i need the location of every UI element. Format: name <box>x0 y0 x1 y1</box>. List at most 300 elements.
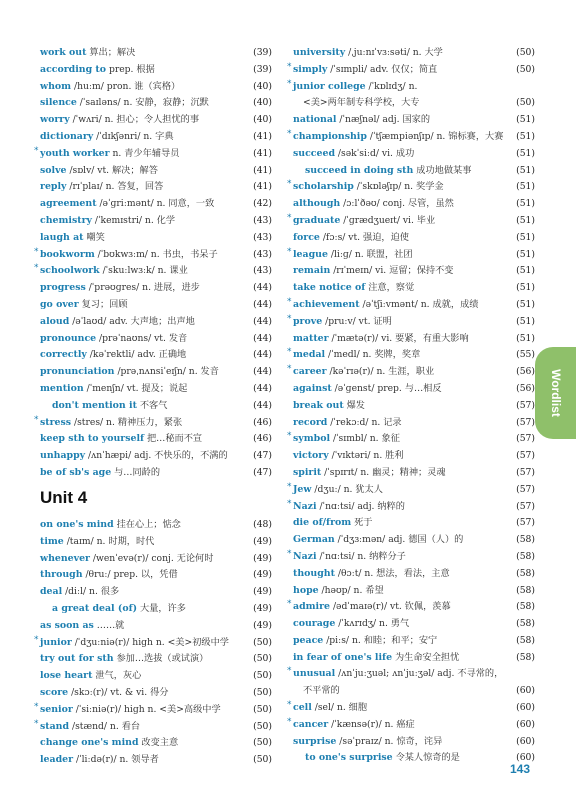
page-reference: (49) <box>253 602 272 614</box>
definition: /ˈmenʃn/ vt. 提及；说起 <box>86 382 188 394</box>
wordlist-entry <box>34 414 272 432</box>
wordlist-entry <box>34 246 272 264</box>
page-reference: (40) <box>253 80 272 92</box>
page-reference: (50) <box>253 686 272 698</box>
definition: /ˈsɪmbl/ n. 象征 <box>332 433 400 445</box>
page-reference: (50) <box>253 653 272 665</box>
wordlist-entry <box>40 297 272 314</box>
definition: /həʊp/ n. 希望 <box>321 584 384 596</box>
headword: remain <box>293 265 331 277</box>
page-reference: (58) <box>516 618 535 630</box>
definition: /əˈɡriːmənt/ n. 同意，一致 <box>99 198 215 210</box>
star-marker: * <box>287 700 292 711</box>
headword: pronounce <box>40 332 97 344</box>
wordlist-entry <box>287 548 535 566</box>
headword: achievement <box>293 298 360 310</box>
headword: Jew <box>293 483 312 495</box>
headword: progress <box>40 282 86 294</box>
definition: 爆发 <box>346 399 365 411</box>
definition: /ˈnæʃnəl/ adj. 国家的 <box>339 114 431 126</box>
definition: /θɔːt/ n. 想法，看法，主意 <box>337 567 450 579</box>
headword: be of sb's age <box>40 466 112 478</box>
page-reference: (42) <box>253 198 272 210</box>
page-reference: (57) <box>516 416 535 428</box>
definition: /kəˈrɪə(r)/ n. 生涯，职业 <box>329 366 435 378</box>
page-reference: (51) <box>516 282 535 294</box>
star-marker: * <box>34 414 39 425</box>
wordlist-entry <box>287 431 535 448</box>
headword: hope <box>293 584 319 596</box>
definition: 令某人惊奇的是 <box>395 752 460 764</box>
headword: in fear of one's life <box>293 651 393 663</box>
wordlist-entry <box>293 532 535 549</box>
wordlist-entry <box>293 196 535 213</box>
headword: spirit <box>293 466 322 478</box>
right-column <box>287 45 535 767</box>
wordlist-entry <box>293 448 535 465</box>
star-marker: * <box>34 634 39 645</box>
page-reference: (40) <box>253 114 272 126</box>
star-marker: * <box>287 212 292 223</box>
wordlist-entry <box>34 718 272 736</box>
definition: /fɔːs/ vt. 强迫，迫使 <box>322 231 409 243</box>
page-reference: (57) <box>516 450 535 462</box>
headword: deal <box>40 586 63 598</box>
headword: league <box>293 248 328 260</box>
headword: prove <box>293 315 323 327</box>
page-reference: (51) <box>516 130 535 142</box>
wordlist-entry <box>34 145 272 163</box>
wordlist-entry <box>40 618 272 635</box>
definition: /kəˈrektli/ adv. 正确地 <box>89 349 187 361</box>
definition: /taɪm/ n. 时期，时代 <box>66 535 155 547</box>
headword: aloud <box>40 315 70 327</box>
wordlist-entry <box>40 331 272 348</box>
page-reference: (58) <box>516 634 535 646</box>
page-reference: (50) <box>516 97 535 109</box>
page-reference: (49) <box>253 569 272 581</box>
wordlist-entry <box>40 601 272 618</box>
wordlist-entry <box>34 701 272 719</box>
definition: /ʌnˈhæpi/ adj. 不快乐的，不满的 <box>88 450 228 462</box>
star-marker: * <box>287 347 292 358</box>
headword: don't mention it <box>52 399 137 411</box>
page-reference: (56) <box>516 366 535 378</box>
definition: /əˈtʃiːvmənt/ n. 成就，成绩 <box>362 298 479 310</box>
wordlist-entry <box>287 61 535 79</box>
wordlist-entry <box>293 566 535 583</box>
wordlist-entry <box>40 752 272 769</box>
page-reference: (44) <box>253 298 272 310</box>
headword: break out <box>293 399 344 411</box>
definition: 为生命安全担忧 <box>394 651 460 663</box>
page-reference: (41) <box>253 147 272 159</box>
definition: /ˈliːdə(r)/ n. 领导者 <box>75 754 159 766</box>
star-marker: * <box>287 364 292 375</box>
wordlist-entry <box>287 128 535 146</box>
definition: 成功地做某事 <box>416 164 472 176</box>
wordlist-entry <box>293 45 535 62</box>
page-reference: (57) <box>516 399 535 411</box>
star-marker: * <box>34 718 39 729</box>
definition: /huːm/ pron. 谁（宾格） <box>73 80 181 92</box>
wordlist-entry <box>287 347 535 364</box>
headword: dictionary <box>40 130 94 142</box>
headword: youth worker <box>40 147 110 159</box>
star-marker: * <box>287 246 292 257</box>
wordlist-entry <box>40 45 272 62</box>
page-reference: (60) <box>516 685 535 697</box>
definition: ……就 <box>96 619 125 631</box>
headword: junior college <box>293 80 366 92</box>
page-reference: (43) <box>253 248 272 260</box>
page-reference: (50) <box>253 670 272 682</box>
wordlist-entry <box>40 95 272 112</box>
page-reference: (57) <box>516 466 535 478</box>
headword: correctly <box>40 349 87 361</box>
headword: scholarship <box>293 181 354 193</box>
page-reference: (43) <box>253 265 272 277</box>
definition: 与…同龄的 <box>114 466 161 478</box>
wordlist-entry <box>293 112 535 129</box>
definition: /ˈtʃæmpiənʃɪp/ n. 锦标赛，大赛 <box>369 130 504 142</box>
definition: /ˈsɪmpli/ adv. 仅仅；简直 <box>330 63 438 75</box>
wordlist-entry <box>40 668 272 685</box>
wordlist-entry <box>40 196 272 213</box>
left-column-top <box>34 45 272 482</box>
wordlist-entry <box>293 734 535 751</box>
page-reference: (41) <box>253 181 272 193</box>
definition: /ˈrekɔːd/ n. 记录 <box>330 416 402 428</box>
star-marker: * <box>34 263 39 274</box>
wordlist-entry <box>293 650 535 667</box>
headword: medal <box>293 349 326 361</box>
definition: /ˈkemɪstri/ n. 化学 <box>94 214 176 226</box>
star-marker: * <box>34 145 39 156</box>
headword: according to <box>40 63 107 75</box>
definition: /ˈskɒləʃɪp/ n. 奖学金 <box>356 181 444 193</box>
headword: against <box>293 382 332 394</box>
page-reference: (51) <box>516 181 535 193</box>
page-reference: (51) <box>516 114 535 126</box>
definition: 泄气，灰心 <box>95 670 142 682</box>
headword: go over <box>40 298 79 310</box>
page-reference: (44) <box>253 399 272 411</box>
headword: a great deal (of) <box>52 602 138 614</box>
page-reference: (51) <box>516 315 535 327</box>
headword: cancer <box>293 718 329 730</box>
wordlist-entry <box>287 700 535 717</box>
page-reference: (50) <box>253 720 272 732</box>
star-marker: * <box>287 716 292 727</box>
definition: /ˈsaɪləns/ n. 安静，寂静；沉默 <box>79 97 209 109</box>
headword: career <box>293 366 327 378</box>
headword: time <box>40 535 64 547</box>
star-marker: * <box>287 548 292 559</box>
definition: /ˈsiːniə(r)/ high n. <美>高级中学 <box>75 703 221 715</box>
headword: although <box>293 198 341 210</box>
unit-title: Unit 4 <box>40 488 88 507</box>
page-reference: (41) <box>253 164 272 176</box>
wordlist-entry <box>40 735 272 752</box>
wordlist-entry <box>40 129 272 146</box>
star-marker: * <box>287 481 292 492</box>
wordlist-entry <box>40 685 272 702</box>
headword: leader <box>40 754 74 766</box>
page-reference: (39) <box>253 47 272 58</box>
wordlist-entry <box>293 163 535 180</box>
page-reference: (51) <box>516 231 535 243</box>
definition: n. 青少年辅导员 <box>112 147 180 159</box>
page-reference: (43) <box>253 214 272 226</box>
definition: /səkˈsiːd/ vi. 成功 <box>337 147 415 159</box>
definition: /θruː/ prep. 以，凭借 <box>85 569 178 581</box>
definition: /liːɡ/ n. 联盟，社团 <box>330 248 413 260</box>
definition: /ˈɡrædʒueɪt/ vi. 毕业 <box>343 214 436 226</box>
definition: /ˈdʒuːniə(r)/ high n. <美>初级中学 <box>74 636 229 648</box>
page-number: 143 <box>510 762 531 776</box>
definition: /ˈdɪkʃənri/ n. 字典 <box>96 130 174 142</box>
page-reference: (50) <box>253 636 272 648</box>
wordlist-tab-label: Wordlist <box>548 369 563 417</box>
definition: 参加…选拔（或试演） <box>116 653 209 665</box>
star-marker: * <box>34 246 39 257</box>
page-reference: (58) <box>516 550 535 562</box>
star-marker: * <box>287 78 292 89</box>
wordlist-entry <box>40 381 272 398</box>
headword: junior <box>40 636 72 648</box>
wordlist-entry <box>40 431 272 448</box>
wordlist-entry <box>287 179 535 196</box>
definition: /əˈlaʊd/ adv. 大声地；出声地 <box>72 315 195 327</box>
headword: silence <box>40 97 77 109</box>
definition: <美>两年制专科学校，大专 <box>303 97 420 109</box>
definition: /əˈɡenst/ prep. 与…相反 <box>334 382 442 394</box>
page-reference: (44) <box>253 315 272 327</box>
headword: surprise <box>293 735 337 747</box>
page-reference: (58) <box>516 534 535 546</box>
definition: 不客气 <box>139 399 168 411</box>
page-reference: (49) <box>253 619 272 631</box>
definition: /piːs/ n. 和睦；和平；安宁 <box>326 634 438 646</box>
page-reference: (60) <box>516 735 535 747</box>
page-reference: (46) <box>253 416 272 428</box>
headword: schoolwork <box>40 265 100 277</box>
star-marker: * <box>34 701 39 712</box>
definition: 死于 <box>354 517 373 529</box>
wordlist-entry <box>40 364 272 381</box>
wordlist-entry <box>293 633 535 650</box>
headword: peace <box>293 634 324 646</box>
wordlist-entry <box>293 146 535 163</box>
definition: /stres/ n. 精神压力，紧张 <box>74 416 183 428</box>
wordlist-entry <box>40 534 272 551</box>
page-reference: (47) <box>253 466 272 478</box>
star-marker: * <box>287 498 292 509</box>
headword: championship <box>293 130 367 142</box>
headword: stress <box>40 416 72 428</box>
page-reference: (49) <box>253 586 272 598</box>
wordlist-entry <box>293 381 535 398</box>
star-marker: * <box>287 313 292 324</box>
page-reference: (50) <box>516 63 535 75</box>
headword: simply <box>293 63 328 75</box>
wordlist-entry <box>293 465 535 482</box>
wordlist-entry <box>293 331 535 348</box>
wordlist-entry <box>293 515 535 532</box>
headword: thought <box>293 567 335 579</box>
definition: /səˈpraɪz/ n. 惊奇，诧异 <box>339 735 443 747</box>
wordlist-entry <box>287 716 535 734</box>
headword: university <box>293 47 346 58</box>
wordlist-entry <box>287 498 535 516</box>
definition: /ˈskuːlwɜːk/ n. 课业 <box>102 265 188 277</box>
definition: 把…秘而不宣 <box>147 433 203 445</box>
wordlist-entry <box>40 112 272 129</box>
headword: Nazi <box>293 500 317 512</box>
star-marker: * <box>287 128 292 139</box>
page-reference: (47) <box>253 450 272 462</box>
definition: /ʌnˈjuːʒuəl; ʌnˈjuːʒəl/ adj. 不寻常的， <box>338 668 504 680</box>
page-reference: (44) <box>253 366 272 378</box>
page-reference: (60) <box>516 718 535 730</box>
definition: /rɪˈplaɪ/ n. 答复，回答 <box>69 181 164 193</box>
headword: reply <box>40 181 67 193</box>
headword: national <box>293 114 337 126</box>
definition: 复习；回顾 <box>81 298 128 310</box>
headword: force <box>293 231 320 243</box>
page-reference: (41) <box>253 130 272 142</box>
definition: 注意，察觉 <box>368 282 415 294</box>
page-reference: (51) <box>516 214 535 226</box>
definition: /ədˈmaɪə(r)/ vt. 钦佩，羡慕 <box>332 601 451 613</box>
headword: die of/from <box>293 517 352 529</box>
page-reference: (58) <box>516 584 535 596</box>
page-reference: (49) <box>253 535 272 547</box>
page-reference: (60) <box>516 702 535 714</box>
wordlist-entry <box>293 95 535 112</box>
definition: /rɪˈmeɪn/ vi. 逗留；保持不变 <box>333 265 454 277</box>
page-reference: (48) <box>253 519 272 530</box>
star-marker: * <box>287 179 292 190</box>
definition: /ˈkʌrɪdʒ/ n. 勇气 <box>338 618 410 630</box>
star-marker: * <box>287 431 292 442</box>
definition: /diːl/ n. 很多 <box>65 586 120 598</box>
definition: 大量，许多 <box>139 602 186 614</box>
definition: /ˈkænsə(r)/ n. 癌症 <box>331 718 415 730</box>
headword: admire <box>293 601 331 613</box>
definition: /ɔːlˈðəʊ/ conj. 尽管，虽然 <box>343 198 454 210</box>
headword: unusual <box>293 668 336 680</box>
wordlist-entry <box>40 79 272 96</box>
headword: agreement <box>40 198 97 210</box>
wordlist-entry <box>287 296 535 314</box>
page-reference: (50) <box>253 754 272 766</box>
headword: lose heart <box>40 670 93 682</box>
headword: succeed in doing sth <box>305 164 414 176</box>
wordlist-entry <box>40 584 272 601</box>
headword: chemistry <box>40 214 92 226</box>
page-reference: (39) <box>253 63 272 75</box>
wordlist-entry <box>40 551 272 568</box>
wordlist-entry <box>287 78 535 96</box>
left-column-bottom <box>34 517 272 769</box>
definition: 不平常的 <box>303 685 340 697</box>
page-reference: (55) <box>516 349 535 361</box>
wordlist-entry <box>293 398 535 415</box>
page-reference: (51) <box>516 198 535 210</box>
page-reference: (50) <box>253 737 272 749</box>
wordlist-entry <box>293 616 535 633</box>
headword: worry <box>40 114 70 126</box>
wordlist-entry <box>40 230 272 247</box>
definition: /ˈbʊkwɜːm/ n. 书虫，书呆子 <box>97 248 218 260</box>
definition: 挂在心上；惦念 <box>116 519 181 530</box>
wordlist-entry <box>287 246 535 264</box>
page-reference: (50) <box>253 703 272 715</box>
headword: senior <box>40 703 73 715</box>
headword: keep sth to yourself <box>40 433 145 445</box>
wordlist-tab[interactable] <box>535 347 576 439</box>
wordlist-entry <box>287 212 535 230</box>
headword: unhappy <box>40 450 86 462</box>
page-reference: (57) <box>516 433 535 445</box>
headword: Nazi <box>293 550 317 562</box>
wordlist-entry <box>40 213 272 230</box>
definition: /ˈnɑːtsi/ n. 纳粹分子 <box>319 550 406 562</box>
headword: whenever <box>40 552 90 564</box>
wordlist-entry <box>40 517 272 534</box>
definition: /prəˌnʌnsiˈeɪʃn/ n. 发音 <box>117 366 219 378</box>
wordlist-entry <box>287 313 535 331</box>
headword: succeed <box>293 147 335 159</box>
wordlist-entry <box>40 347 272 364</box>
headword: as soon as <box>40 619 94 631</box>
page-reference: (57) <box>516 483 535 495</box>
page-reference: (44) <box>253 332 272 344</box>
wordlist-entry <box>40 314 272 331</box>
wordlist-entry <box>40 651 272 668</box>
wordlist-entry <box>293 230 535 247</box>
wordlist-entry <box>293 583 535 600</box>
star-marker: * <box>287 666 292 677</box>
definition: /ˈmedl/ n. 奖牌，奖章 <box>328 349 421 361</box>
page-reference: (56) <box>516 382 535 394</box>
definition: 改变主意 <box>141 737 179 749</box>
wordlist-entry <box>287 364 535 381</box>
definition: /ˈspɪrɪt/ n. 幽灵；精神；灵魂 <box>324 466 446 478</box>
headword: graduate <box>293 214 341 226</box>
page-reference: (44) <box>253 282 272 294</box>
headword: solve <box>40 164 67 176</box>
wordlist-entry <box>287 599 535 616</box>
wordlist-entry <box>40 62 272 79</box>
page-reference: (58) <box>516 567 535 579</box>
definition: /ˈwʌri/ n. 担心；令人担忧的事 <box>72 114 200 126</box>
page-reference: (44) <box>253 349 272 361</box>
page-reference: (50) <box>516 47 535 58</box>
definition: /sel/ n. 细胞 <box>314 702 368 714</box>
headword: cell <box>293 702 312 714</box>
wordlist-entry <box>287 481 535 499</box>
definition: /ˈdʒɜːmən/ adj. 德国（人）的 <box>337 534 464 546</box>
definition: /sɒlv/ vt. 解决；解答 <box>69 164 158 176</box>
headword: take notice of <box>293 282 366 294</box>
wordlist-entry <box>293 415 535 432</box>
page-reference: (40) <box>253 97 272 109</box>
wordlist-entry <box>40 179 272 196</box>
definition: /wenˈevə(r)/ conj. 无论何时 <box>92 552 214 564</box>
